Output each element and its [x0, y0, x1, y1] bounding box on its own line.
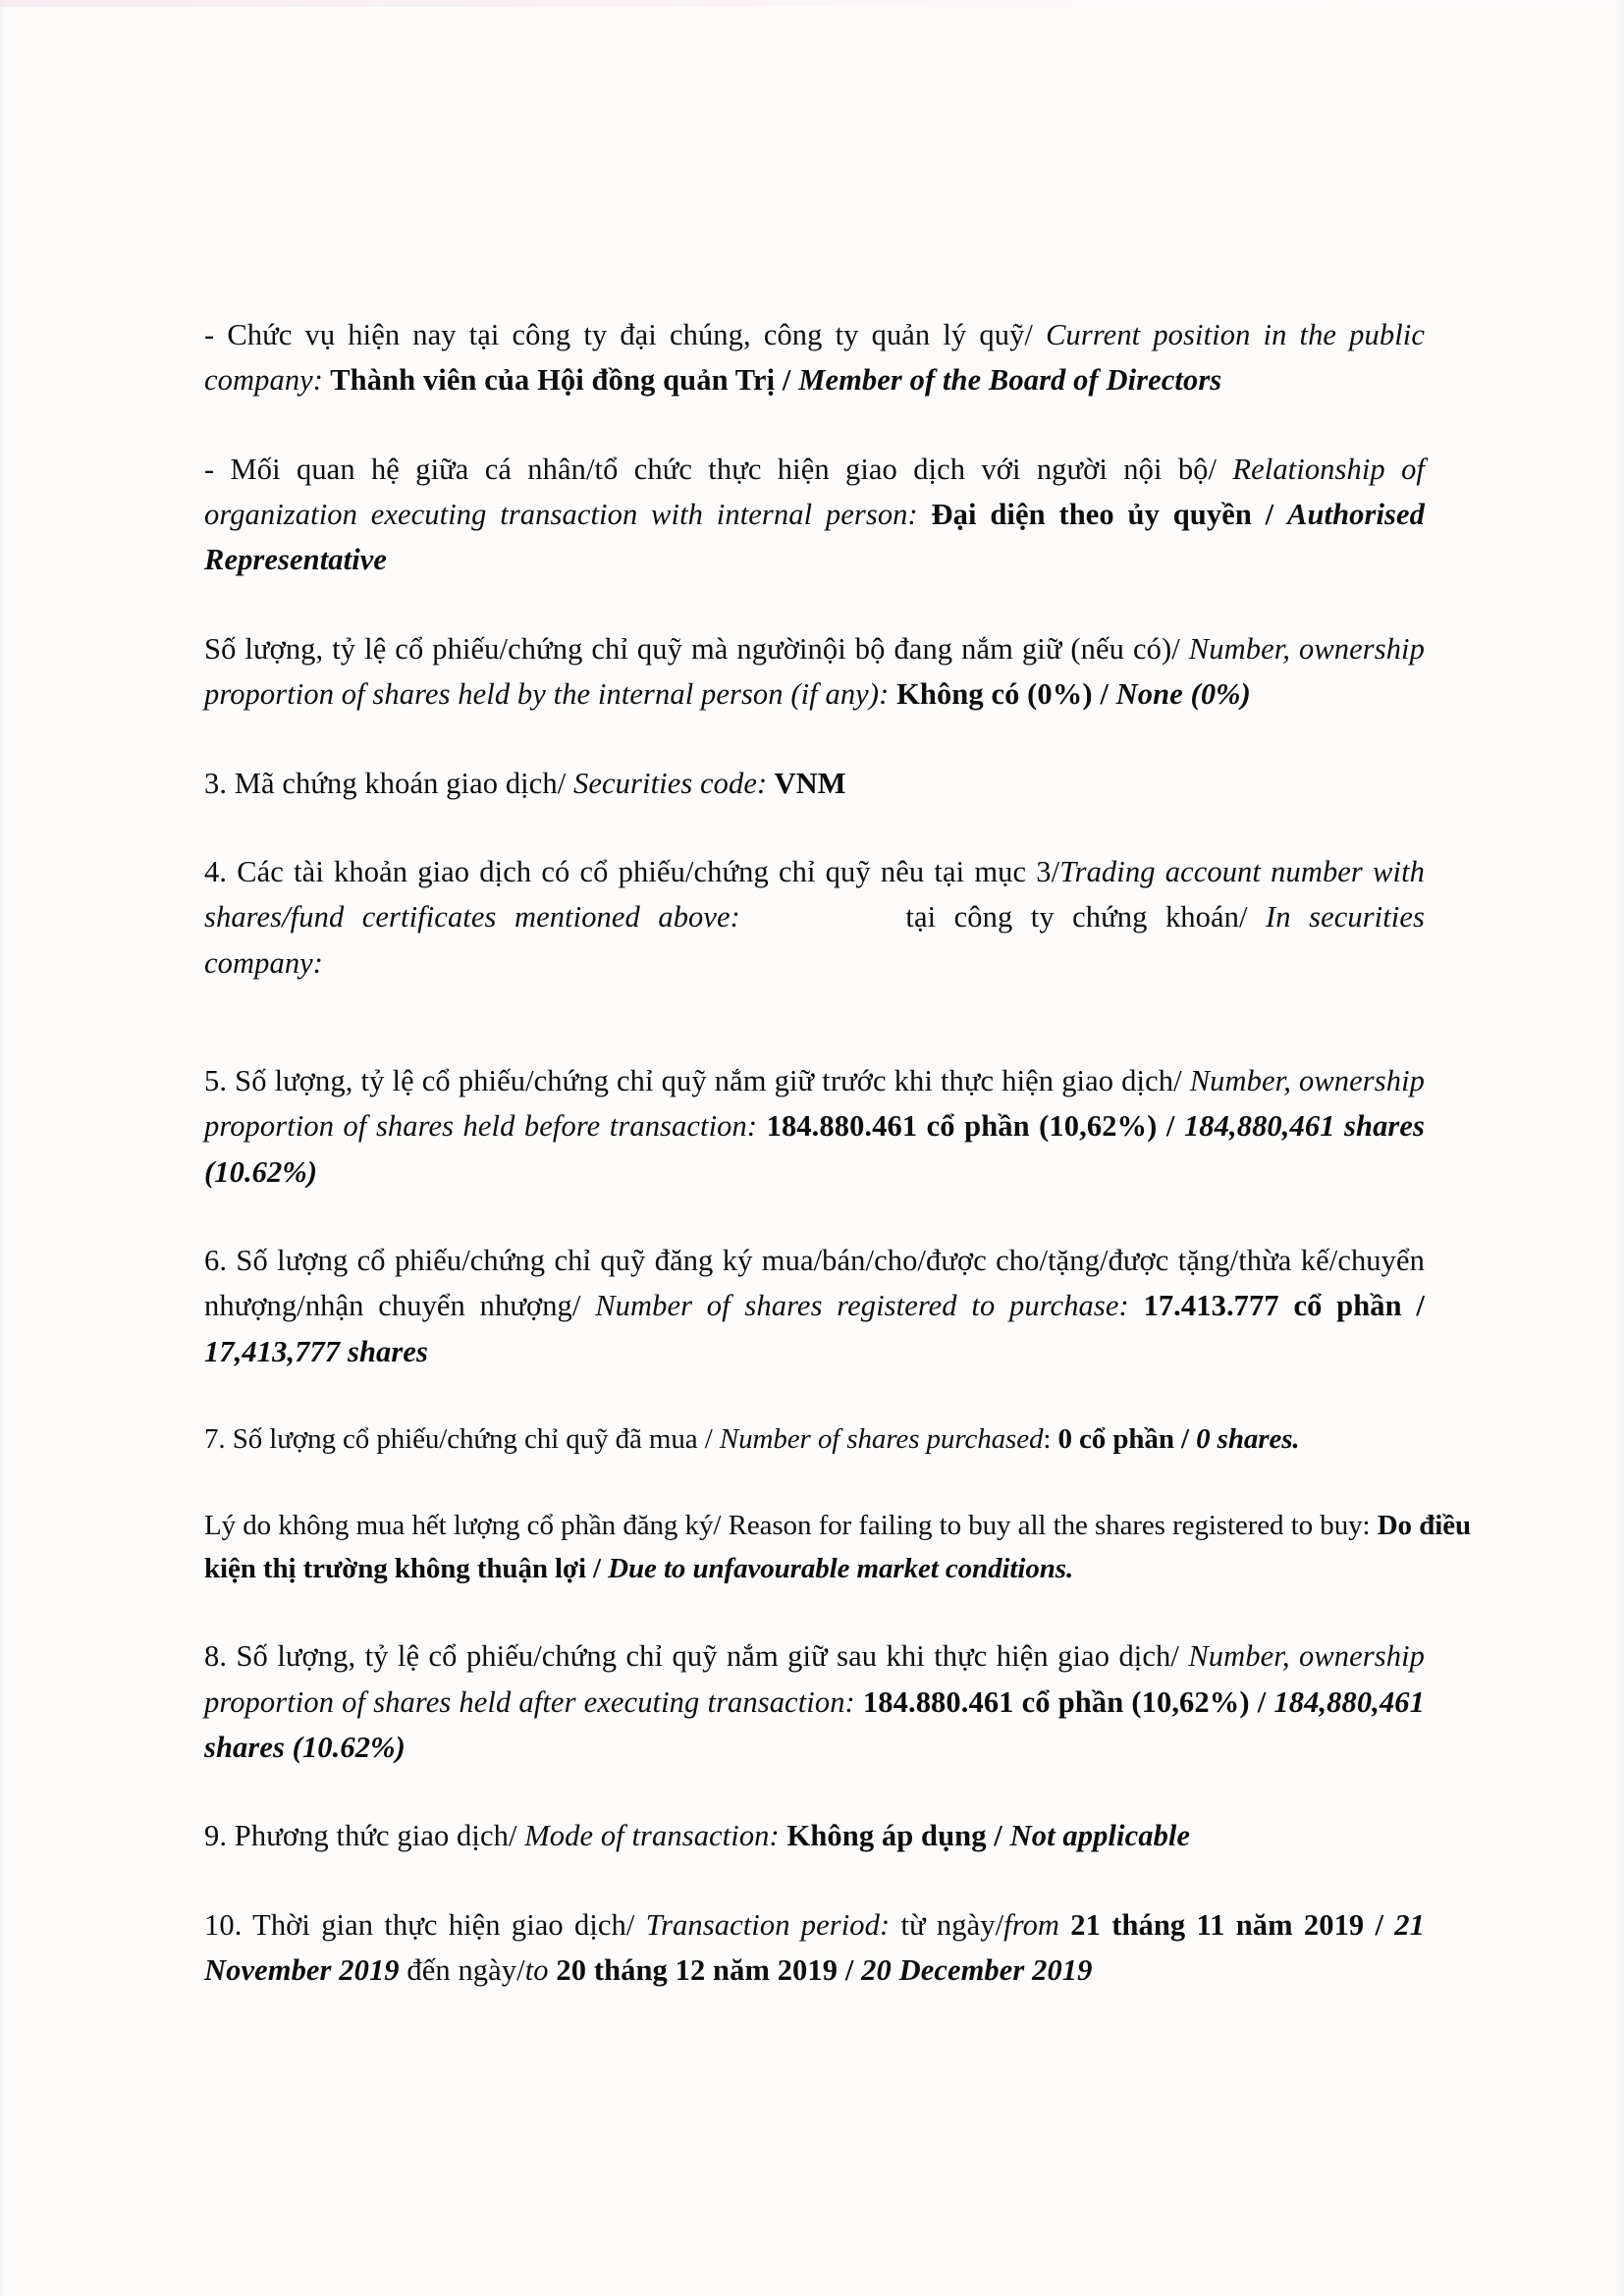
reason-value-vn: Do điều kiện thị trường không thuận lợi: [204, 1510, 1471, 1585]
item9-label-vn: 9. Phương thức giao dịch/: [204, 1819, 525, 1853]
internal-holding-separator: /: [1092, 677, 1116, 712]
item7-value-vn: 0 cổ phần: [1057, 1423, 1174, 1456]
internal-holding-label-en: Number, ownership proportion of shares held by the internal person (if any):: [204, 631, 1425, 712]
scan-edge-right: [1614, 0, 1624, 2296]
item10-from-value-vn: 21 tháng 11 năm 2019: [1059, 1907, 1365, 1942]
item3-value-securities-code: VNM: [767, 766, 846, 800]
item6-value-en: 17,413,777 shares: [204, 1334, 428, 1368]
item4-label-en-2: In securities company:: [204, 900, 1425, 980]
item10-to-value-vn: 20 tháng 12 năm 2019: [548, 1953, 839, 1988]
reason-label-vn: Lý do không mua hết lượng cổ phần đăng ký/: [204, 1510, 729, 1542]
item10-from-label-en: from: [1003, 1907, 1060, 1942]
current-position-value-vn: Thành viên của Hội đồng quản Trị: [323, 363, 776, 398]
item7-value-en: 0 shares.: [1196, 1423, 1300, 1456]
item7-colon: :: [1043, 1423, 1058, 1456]
reason-value-en: Due to unfavourable market conditions.: [608, 1553, 1074, 1585]
item6-label-en: Number of shares registered to purchase:: [595, 1289, 1129, 1323]
item4-label-vn: 4. Các tài khoản giao dịch có cổ phiếu/chứng chỉ quỹ nêu tại mục 3/: [204, 854, 1060, 888]
paragraph-reason-for-failure: [204, 1504, 1471, 1590]
item7-label-vn: 7. Số lượng cổ phiếu/chứng chỉ quỹ đã mua /: [204, 1423, 720, 1456]
item3-label-en: Securities code:: [573, 766, 768, 800]
paragraph-item-4-trading-account: [204, 849, 1425, 986]
current-position-label-vn: - Chức vụ hiện nay tại công ty đại chúng, công ty quản lý quỹ/: [204, 318, 1047, 351]
current-position-value-en: Member of the Board of Directors: [798, 363, 1222, 398]
current-position-label-en: Current position in the public company:: [204, 318, 1425, 398]
internal-holding-value-en: None (0%): [1115, 677, 1251, 712]
paragraph-item-9-mode-of-transaction: [204, 1813, 1425, 1858]
item9-label-en: Mode of transaction:: [524, 1819, 780, 1853]
item10-label-vn: 10. Thời gian thực hiện giao dịch/: [204, 1907, 646, 1942]
item9-value-en: Not applicable: [1009, 1819, 1191, 1853]
relationship-separator: /: [1251, 498, 1288, 532]
item10-from-label-vn: từ ngày/: [890, 1907, 1004, 1942]
item6-separator: /: [1401, 1289, 1425, 1323]
item10-label-en: Transaction period:: [645, 1907, 891, 1942]
current-position-separator: /: [775, 363, 799, 398]
item6-value-vn: 17.413.777 cổ phần: [1128, 1289, 1402, 1323]
item5-label-vn: 5. Số lượng, tỷ lệ cổ phiếu/chứng chỉ quỹ nắm giữ trước khi thực hiện giao dịch/: [204, 1063, 1190, 1097]
item10-from-value-en: 21 November 2019: [204, 1907, 1425, 1988]
item8-value-vn: 184.880.461 cổ phần (10,62%): [854, 1684, 1250, 1719]
paragraph-item-5-holding-before: [204, 1058, 1425, 1195]
item8-value-en: 184,880,461 shares (10.62%): [204, 1684, 1426, 1765]
item10-to-label-vn: đến ngày/: [399, 1953, 525, 1988]
item4-label-vn-2: tại công ty chứng khoán/: [887, 900, 1267, 934]
item6-label-vn: 6. Số lượng cổ phiếu/chứng chỉ quỹ đăng ký mua/bán/cho/được cho/tặng/được tặng/thừa kế/chuyển nhượng/nhận chuyển nhượng/: [204, 1244, 1425, 1323]
item5-separator: /: [1157, 1109, 1184, 1144]
document-body: [204, 312, 1471, 1994]
scan-tint-top-edge: [0, 0, 1624, 7]
paragraph-item-8-holding-after: [204, 1633, 1425, 1770]
paragraph-item-6-registered-shares: [204, 1238, 1425, 1374]
item10-separator-2: /: [838, 1953, 862, 1988]
item9-value-vn: Không áp dụng: [779, 1819, 987, 1853]
item5-value-en: 184,880,461 shares (10.62%): [204, 1109, 1425, 1189]
item8-separator: /: [1249, 1684, 1274, 1719]
reason-separator: /: [585, 1553, 609, 1585]
item4-label-en: Trading account number with shares/fund certificates mentioned above:: [204, 854, 1425, 934]
internal-holding-value-vn: Không có (0%): [889, 677, 1093, 712]
paragraph-relationship: [204, 447, 1425, 583]
reason-label-en: Reason for failing to buy all the shares registered to buy:: [728, 1510, 1378, 1542]
paragraph-item-3-securities-code: [204, 761, 1425, 806]
item8-label-en: Number, ownership proportion of shares held after executing transaction:: [204, 1639, 1425, 1719]
paragraph-item-7-shares-purchased: [204, 1417, 1471, 1461]
paragraph-internal-holding: [204, 626, 1425, 718]
paragraph-item-10-transaction-period: [204, 1902, 1425, 1994]
item3-label-vn: 3. Mã chứng khoán giao dịch/: [204, 766, 574, 800]
item5-label-en: Number, ownership proportion of shares held before transaction:: [204, 1063, 1425, 1144]
item7-label-en: Number of shares purchased: [719, 1423, 1044, 1456]
item10-to-value-en: 20 December 2019: [861, 1953, 1093, 1988]
relationship-value-en: Authorised Representative: [204, 498, 1426, 577]
relationship-label-vn: - Mối quan hệ giữa cá nhân/tổ chức thực hiện giao dịch với người nội bộ/: [204, 452, 1233, 486]
relationship-label-en: Relationship of organization executing transaction with internal person:: [204, 452, 1425, 532]
item9-separator: /: [986, 1819, 1010, 1853]
internal-holding-label-vn: Số lượng, tỷ lệ cổ phiếu/chứng chỉ quỹ mà ngườinội bộ đang nắm giữ (nếu có)/: [204, 631, 1189, 666]
paragraph-current-position: [204, 312, 1425, 403]
scan-edge-left: [0, 0, 5, 2296]
item10-separator-1: /: [1364, 1907, 1395, 1942]
item7-separator: /: [1173, 1423, 1197, 1456]
relationship-value-vn: Đại diện theo ủy quyền: [917, 498, 1252, 532]
item8-label-vn: 8. Số lượng, tỷ lệ cổ phiếu/chứng chỉ quỹ nắm giữ sau khi thực hiện giao dịch/: [204, 1639, 1189, 1674]
item10-to-label-en: to: [524, 1953, 549, 1988]
item5-value-vn: 184.880.461 cổ phần (10,62%): [757, 1109, 1158, 1144]
